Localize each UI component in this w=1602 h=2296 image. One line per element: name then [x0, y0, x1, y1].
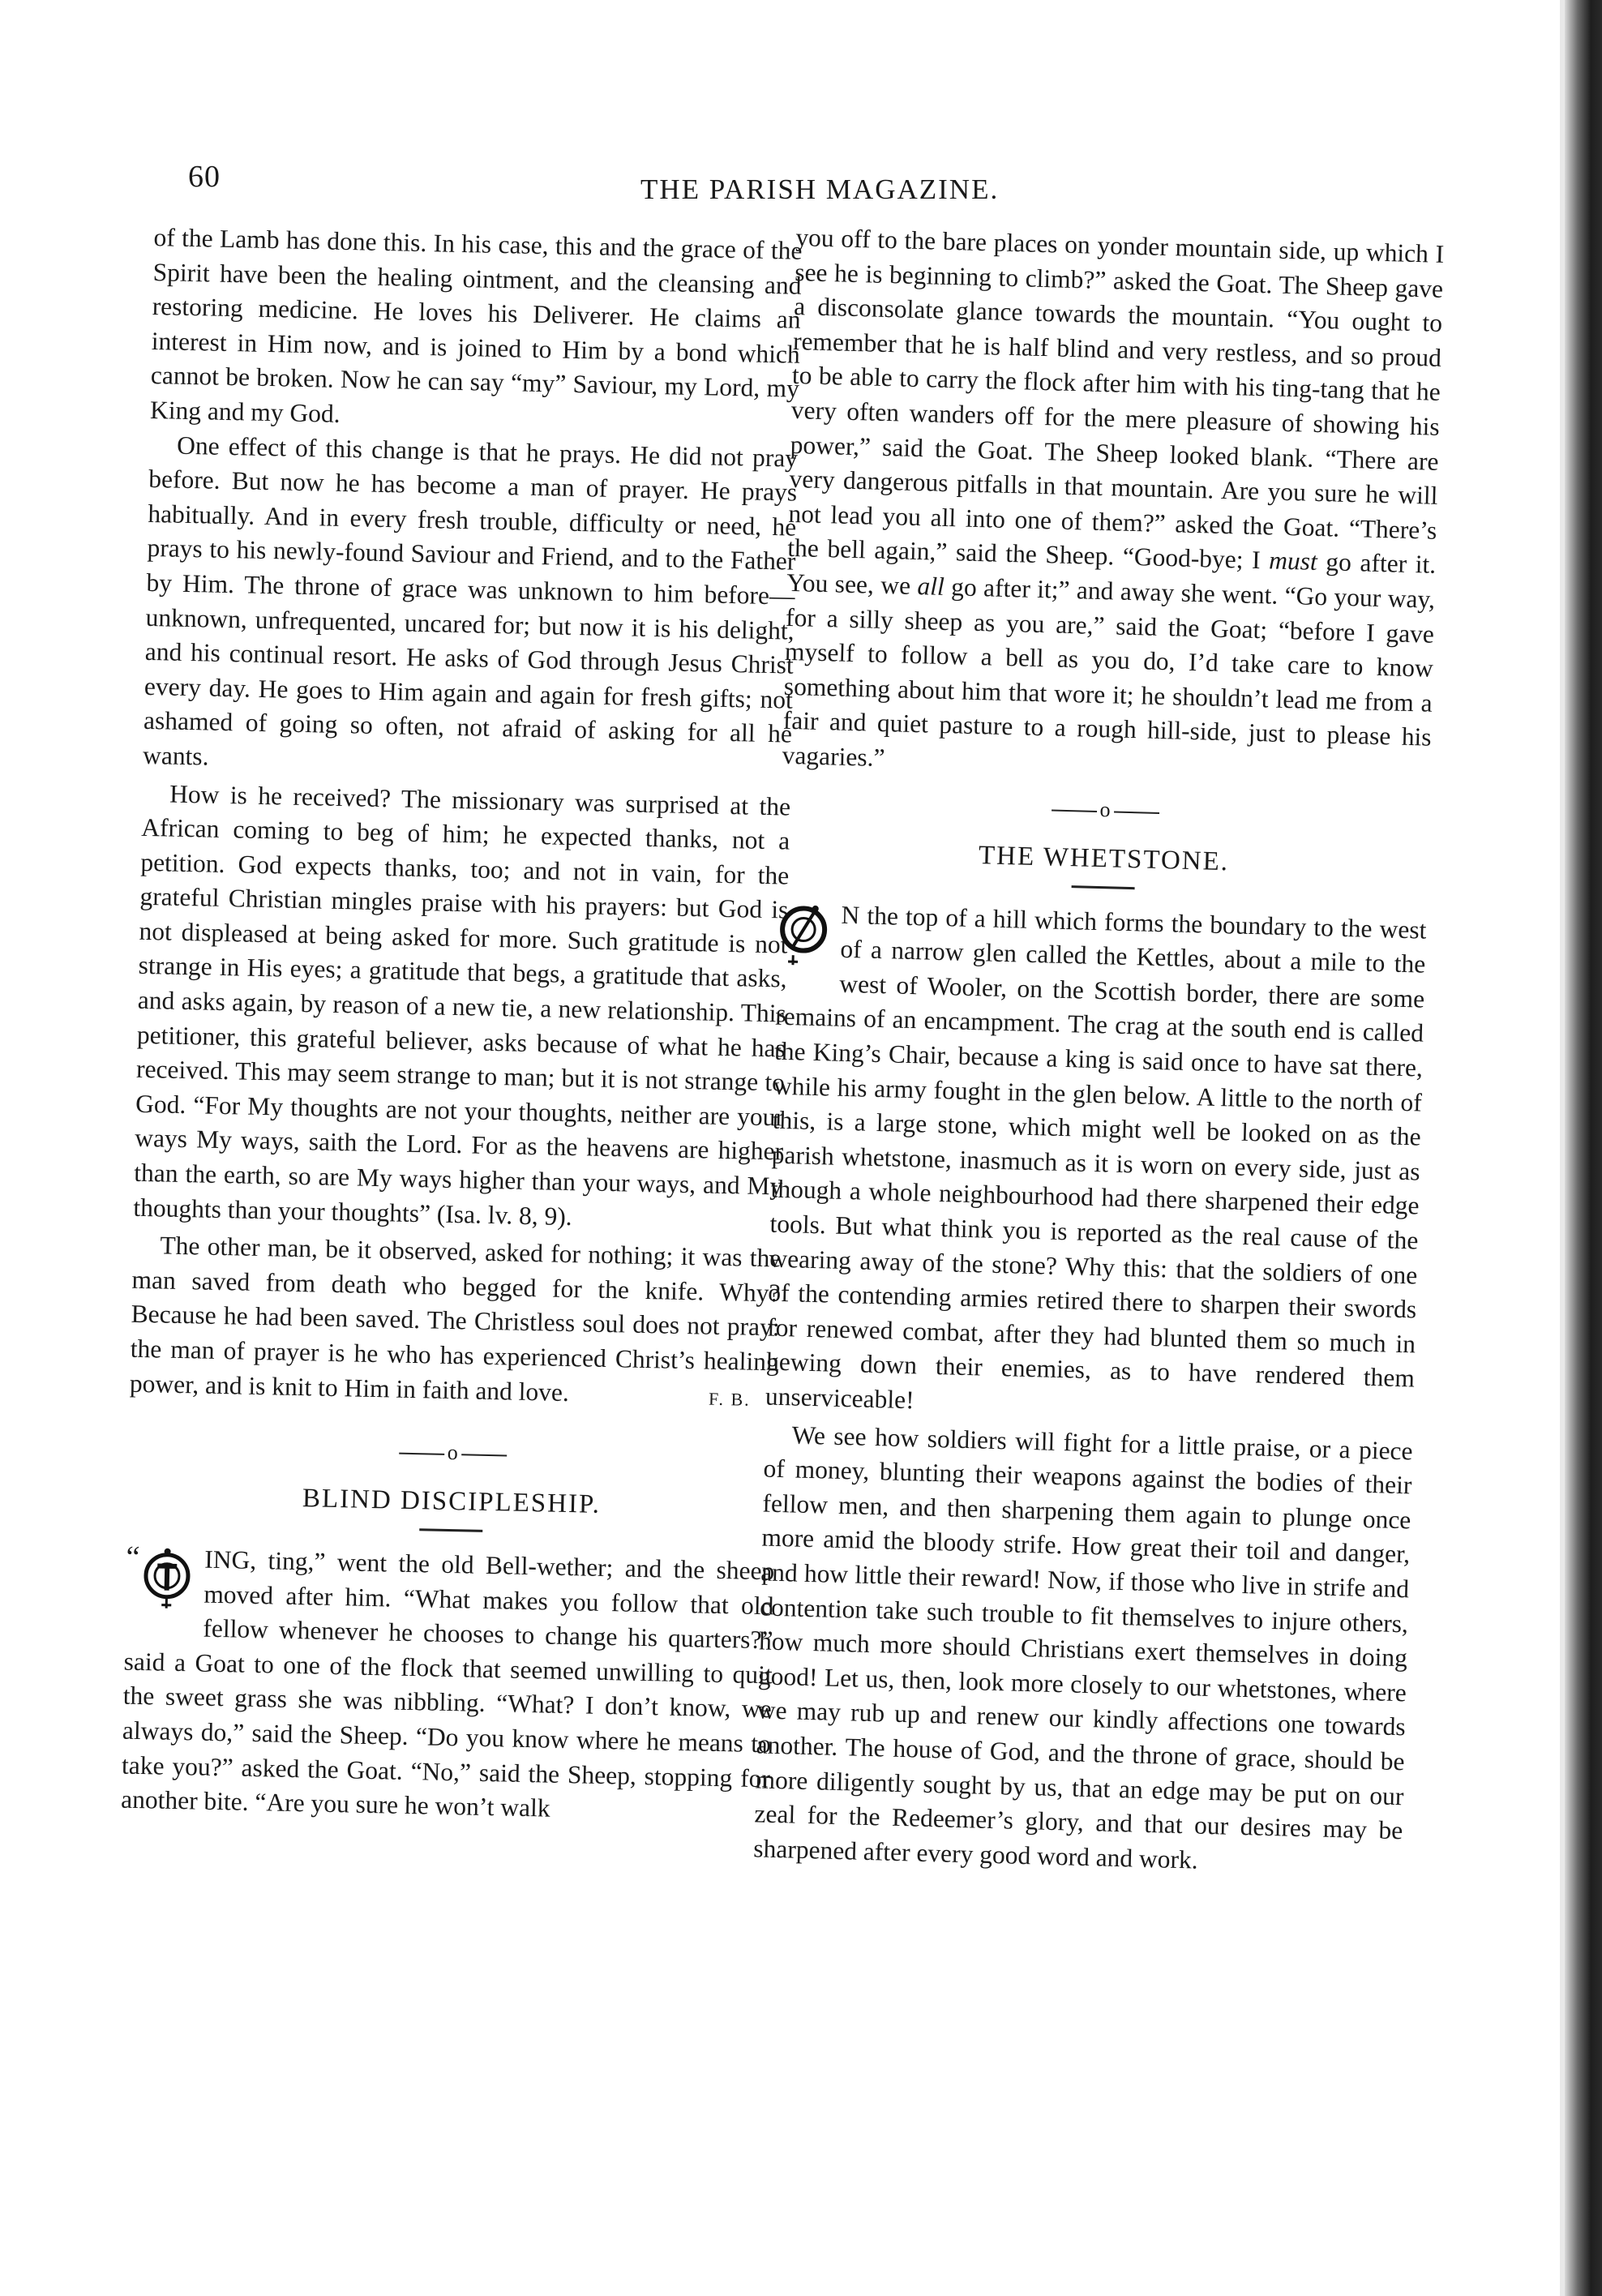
paragraph: One effect of this change is that he prays. He did not pray before. But now he has become a man of prayer. He prays habitually. And in every fresh trouble, difficulty or need, he prays to his newly-found Saviour and Friend, and to the Father by Him. The throne of grace was unknown to him before—unknown, unfrequented, uncared for; but now it is his delight, and his continual resort. He asks of God through Jesus Christ every day. He goes to Him again and again for fresh gifts; not ashamed of going so often, not afraid of asking for all he wants.: [142, 430, 799, 771]
scan-edge-shadow: [1565, 0, 1602, 2296]
text-run: you off to the bare places on yonder mountain side, up which I see he is beginning to climb?” asked the Goat. The Sheep gave a disconsolate glance towards the mountain. “You ought to remember that he is half blind and very restless, and so proud to be able to carry the flock after him with his ting-tang that he very often wanders off for the mere pleasure of showing his power,” said the Goat. The Sheep looked blank. “There are very dangerous pitfalls in that mountain. Are you sure he will not lead you all into one of them?” asked the Goat. “There’s the bell again,” said the Sheep. “Good-bye; I: [786, 222, 1445, 575]
section-title-blind-discipleship: BLIND DISCIPLESHIP.: [302, 1484, 602, 1520]
whetstone-paragraph: We see how soldiers will fight for a little praise, or a piece of money, blunting their weapons against the bodies of their fellow men, and then sharpening them again to plunge once more amid the bloody strife. How great their toil and danger, and how little their reward! Now, if those who live in strife and contention take such trouble to fit themselves to injure others, how much more should Christians exert themselves in doing good! Let us, then, look more closely to our whetstones, where we may rub up and renew our kindly affections one towards another. The house of God, and the throne of grace, should be more diligently sought by us, that an edge may be put on our zeal for the Redeemer’s glory, and that our desires may be sharpened after every good word and work.: [752, 1420, 1413, 1874]
opening-quote: “: [126, 1540, 140, 1574]
whetstone-paragraph: [765, 896, 1426, 1431]
title-rule: [419, 1528, 482, 1532]
emphasis-must: must: [1268, 546, 1318, 576]
text-run: go after it. You see, we: [786, 547, 1437, 600]
running-head: THE PARISH MAGAZINE.: [640, 173, 1000, 205]
separator-mark: o: [1099, 797, 1111, 821]
text-run: go after it;” and away she went. “Go your way, for a silly sheep as you are,” said the Goat; “before I gave myself to follow a bell as you do, I’d take care to know something about him that wore it; he shouldn’t lead me from a fair and quiet pasture to a rough hill-side, just to please his vagaries.”: [782, 572, 1436, 772]
blind-discipleship-continued: [782, 221, 1445, 790]
emphasis-all: all: [917, 572, 945, 601]
dropcap-o-ornament: [777, 897, 830, 967]
section-separator: [128, 1429, 777, 1476]
ornamental-dropcap-t: [140, 1543, 194, 1612]
section-title-whetstone: THE WHETSTONE.: [978, 841, 1230, 877]
blind-discipleship-text: ING, ting,” went the old Bell-wether; and the sheep moved after him. “What makes you follow that old fellow whenever he chooses to change his quarters?” said a Goat to one of the flock that seemed unwilling to quit the sweet grass she was nibbling. “What? I don’t know, we always do,” said the Sheep. “Do you know where he means to take you?” asked the Goat. “No,” said the Sheep, stopping for another bite. “Are you sure he won’t walk: [120, 1544, 775, 1823]
whetstone-text: N the top of a hill which forms the boundary to the west of a narrow glen called the Kettles, about a mile to the west of Wooler, on the Scottish border, there are some remains of an encampment. The crag at the south end is called the King’s Chair, because a king is said once to have sat there, while his army fought in the glen below. A little to the north of this, is a large stone, which might well be looked on as the parish whetstone, inasmuch as it is worn on every side, just as though a whole neighbourhood had there sharpened their edge tools. But what think you is reported as the real cause of the wearing away of the stone? Why this: that the soldiers of one of the contending armies retired there to sharpen their swords for renewed combat, after they had blunted them so much in hewing down their enemies, as to have rendered them unserviceable!: [765, 900, 1427, 1415]
title-rule: [1072, 885, 1135, 889]
ornamental-dropcap-o: [777, 897, 830, 967]
blind-discipleship-paragraph: [121, 1541, 775, 1831]
paragraph: The other man, be it observed, asked for nothing; it was the man saved from death who begged for the knife. Why? Because he had been saved. The Christless soul does not pray: the man of prayer is he who has experienced Christ’s healing power, and is knit to Him in faith and love.: [129, 1231, 782, 1407]
right-column: [753, 221, 1445, 1883]
page-number: 60: [188, 160, 221, 194]
paragraph: of the Lamb has done this. In his case, this and the grace of the Spirit have been the healing ointment, and the cleansing and restoring medicine. He loves his Deliverer. He claims an interest in Him now, and is joined to Him by a bond which cannot be broken. Now he can say “my” Saviour, my Lord, my King and my God.: [149, 222, 803, 428]
author-signature: F. B.: [708, 1388, 751, 1410]
separator-mark: o: [447, 1440, 459, 1464]
paragraph: How is he received? The missionary was surprised at the African coming to beg of him; he expected thanks, not a petition. God expects thanks, too; and not in vain, for the grateful Christian mingles praise with his prayers: but God is not displeased at being asked for more. Such gratitude is not strange in His eyes; a gratitude that begs, a gratitude that asks, and asks again, by reason of a new tie, a new relationship. This petitioner, this grateful believer, asks because of what he has received. This may seem strange to man; but it is not strange to God. “For My thoughts are not your thoughts, neither are your ways My ways, saith the Lord. For as the heavens are higher than the earth, so are My ways higher than your ways, and My thoughts than your thoughts” (Isa. lv. 8, 9).: [133, 779, 791, 1231]
left-column: [121, 221, 803, 1831]
section-separator: [781, 784, 1430, 836]
dropcap-t-ornament: [140, 1543, 194, 1612]
